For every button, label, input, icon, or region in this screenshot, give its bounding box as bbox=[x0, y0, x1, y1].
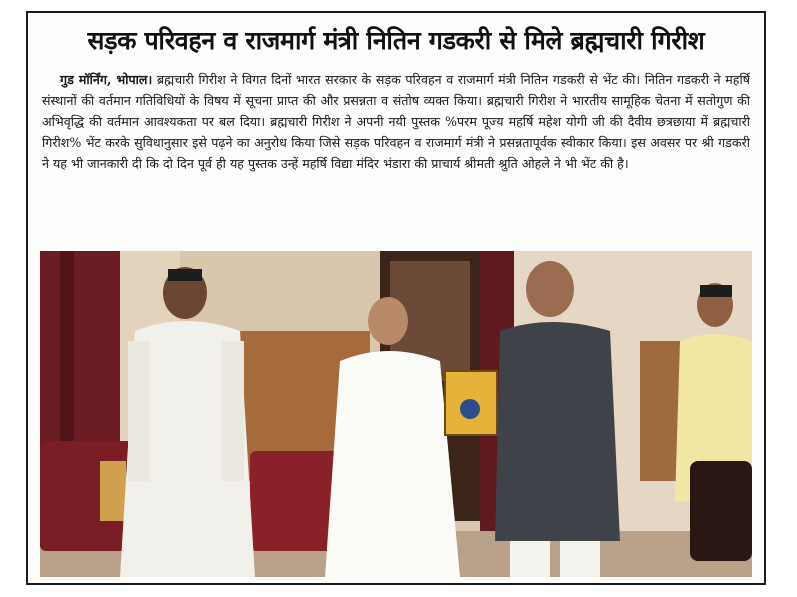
dateline: गुड मॉर्निंग, भोपाल। bbox=[60, 72, 153, 87]
news-photo bbox=[40, 251, 752, 577]
article-body bbox=[42, 69, 750, 249]
newspaper-clipping bbox=[26, 11, 766, 585]
article-text: ब्रह्मचारी गिरीश ने विगत दिनों भारत सरकार के सड़क परिवहन व राजमार्ग मंत्री नितिन गडकरी से भेंट की। नितिन गडकरी ने महर्षि संस्थानों की वर्तमान गतिविधियों के विषय में सूचना प्राप्त की और प्रसन्नता व संतोष व्यक्त किया। ब्रह्मचारी गिरीश ने भारतीय सामूहिक चेतना में सतोगुण की अभिवृद्धि की वर्तमान आवश्यकता पर बल दिया। ब्रह्मचारी गिरीश ने अपनी नयी पुस्तक %परम पूज्य महर्षि महेश योगी जी की दैवीय छत्रछाया में ब्रह्मचारी गिरीश% भेंट करके सुविधानुसार इसे पढ़ने का अनुरोध किया जिसे सड़क परिवहन व राजमार्ग मंत्री ने प्रसन्नतापूर्वक स्वीकार किया। इस अवसर पर श्री गडकरी ने यह भी जानकारी दी कि दो दिन पूर्व ही यह पुस्तक उन्हें महर्षि विद्या मंदिर भंडारा की प्राचार्य श्रीमती श्रुति ओहले ने भी भेंट की है। bbox=[42, 72, 750, 171]
headline: सड़क परिवहन व राजमार्ग मंत्री नितिन गडकरी से मिले ब्रह्मचारी गिरीश bbox=[87, 26, 705, 55]
photo-illustration bbox=[40, 251, 752, 577]
